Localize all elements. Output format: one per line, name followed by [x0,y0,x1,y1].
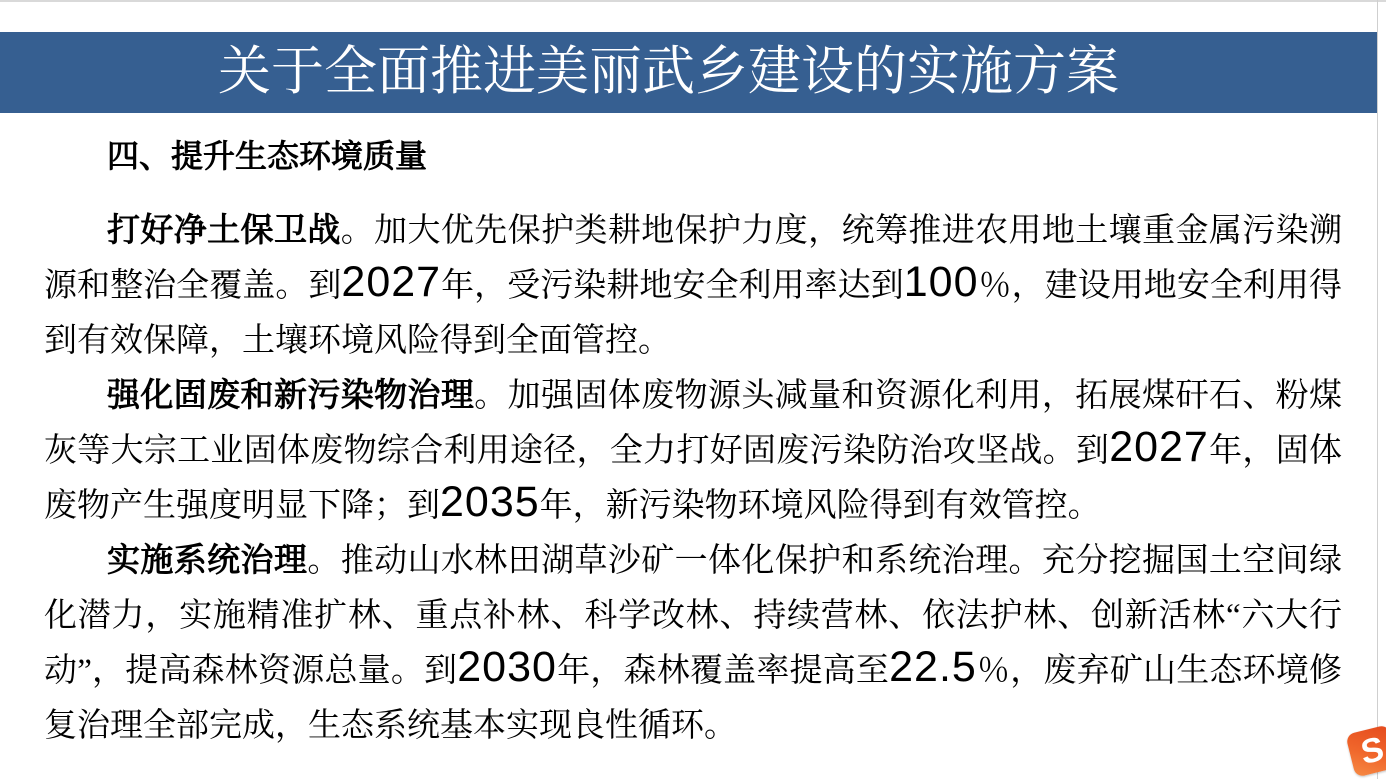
document-title: 关于全面推进美丽武乡建设的实施方案 [218,43,1119,101]
text-segment: 年，新污染物环境风险得到有效管控。 [539,488,1101,524]
text-segment: 。加大优先保护类耕地保护力度，统筹推进农用地土壤重金属污染溯源和整治全覆盖。到 [44,213,1343,304]
s-letter: S [1357,729,1386,773]
text-segment: 。推动山水林田湖草沙矿一体化保护和系统治理。充分挖掘国土空间绿化潜力，实施精准扩林、重点补林、科学改林、持续营林、依法护林、创新活林“六大行动”，提高森林资源总量。到 [44,543,1343,689]
screenshot-watermark-badge [1345,724,1386,777]
paragraph [44,534,1342,754]
text-segment: 2027 [341,258,442,306]
text-segment: 年，森林覆盖率提高至 [556,653,890,689]
text-segment: 年，受污染耕地安全利用率达到 [441,268,904,304]
text-segment: ％，废弃矿山生态环境修复治理全部完成，生态系统基本实现良性循环。 [44,653,1343,744]
text-segment: 实施系统治理 [107,543,308,579]
text-segment: 2030 [457,643,557,691]
paragraph [44,369,1342,534]
top-border-line [0,0,1386,2]
text-segment: 22.5 [889,643,977,691]
paragraph [44,204,1342,369]
text-segment: ％，建设用地安全利用得到有效保障，土壤环境风险得到全面管控。 [44,268,1343,359]
text-segment: 打好净土保卫战 [107,213,341,249]
text-segment: 年，固体废物产生强度明显下降；到 [44,433,1343,524]
paragraphs-container [44,204,1342,754]
title-banner [0,32,1377,113]
content-area [44,138,1342,754]
right-border-line [1377,0,1378,779]
text-segment: 。加强固体废物源头减量和资源化利用，拓展煤矸石、粉煤灰等大宗工业固体废物综合利用途径，全力打好固废污染防治攻坚战。到 [44,378,1343,469]
text-segment: 2027 [1109,423,1209,471]
text-segment: 2035 [440,478,540,526]
text-segment: 强化固废和新污染物治理 [107,378,475,414]
section-heading: 四、提升生态环境质量 [107,138,428,174]
text-segment: 100 [903,258,979,306]
